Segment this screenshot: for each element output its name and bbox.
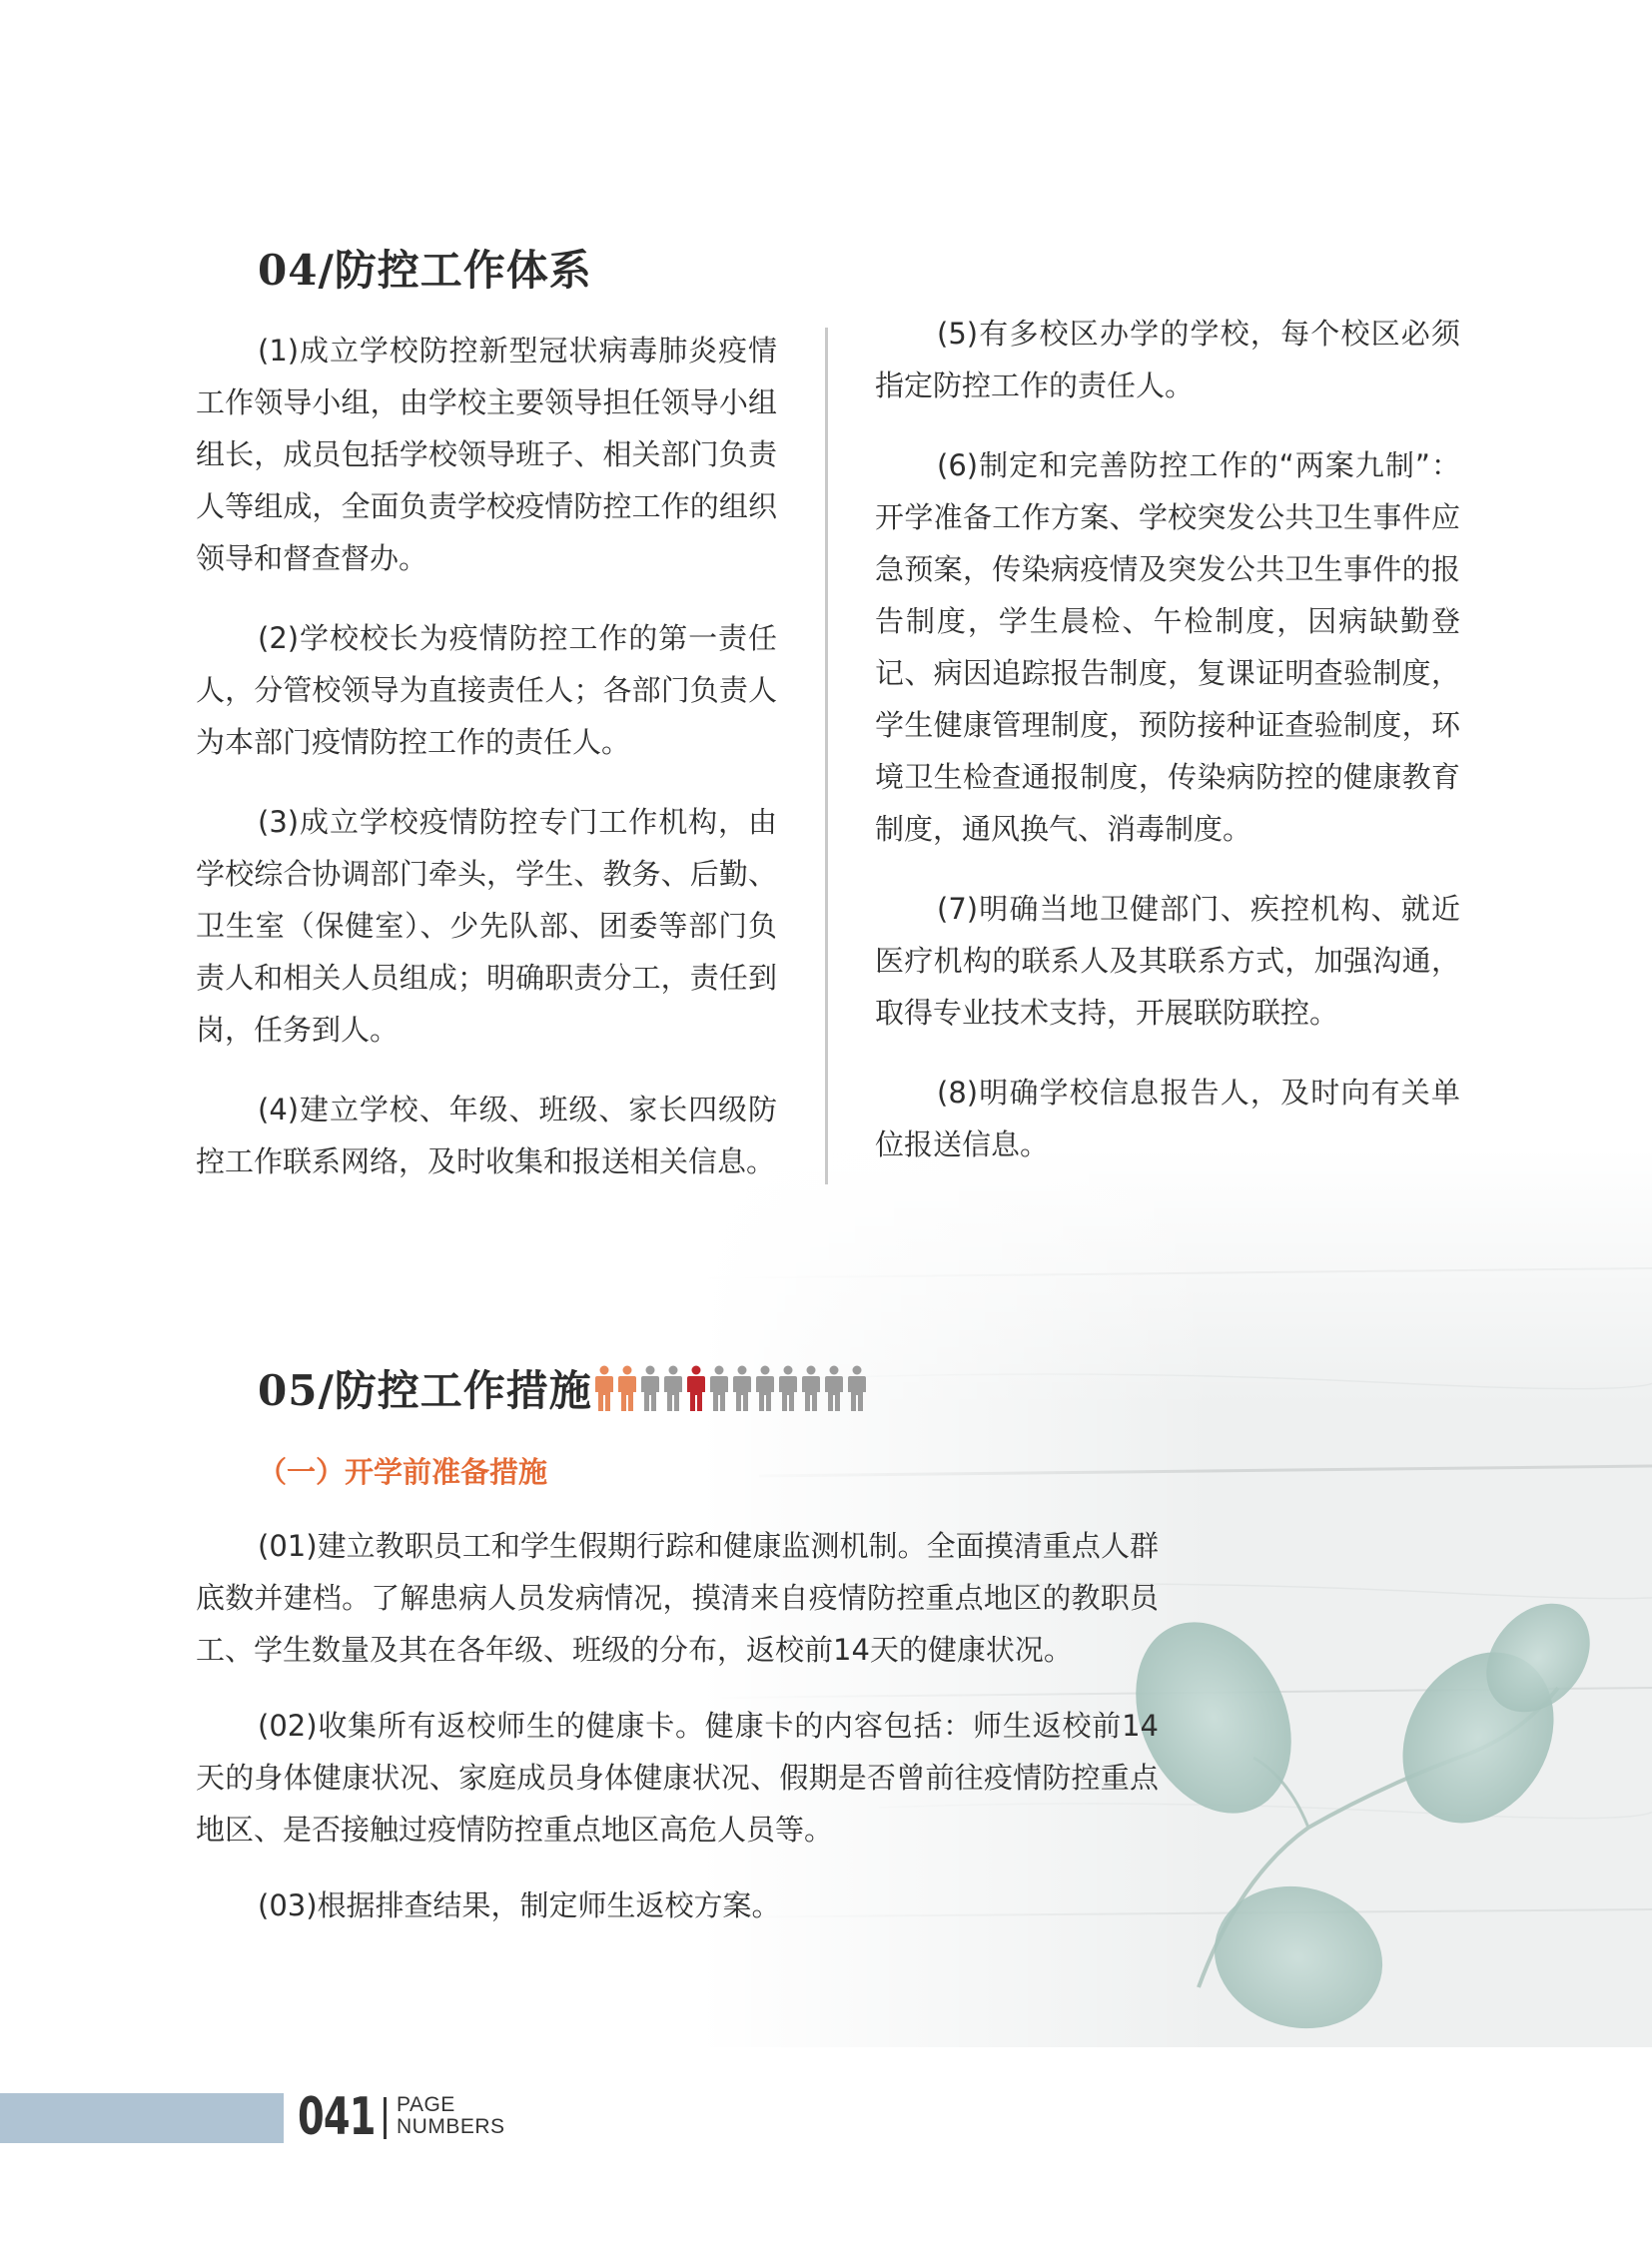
person-icon (755, 1365, 775, 1411)
person-icon (709, 1365, 729, 1411)
paragraph: (1)成立学校防控新型冠状病毒肺炎疫情工作领导小组，由学校主要领导担任领导小组组长，成员包括学校领导班子、相关部门负责人等组成，全面负责学校疫情防控工作的组织领导和督查督办。 (196, 334, 777, 575)
person-icon (847, 1365, 867, 1411)
paragraph: (6)制定和完善防控工作的“两案九制”：开学准备工作方案、学校突发公共卫生事件应急预案，传染病疫情及突发公共卫生事件的报告制度，学生晨检、午检制度，因病缺勤登记、病因追踪报告制度，复课证明查验制度，学生健康管理制度，预防接种证查验制度，环境卫生检查通报制度，传染病防控的健康教育制度，通风换气、消毒制度。 (875, 448, 1460, 846)
person-icon (824, 1365, 844, 1411)
section-04-title: 04/防控工作体系 (258, 246, 592, 295)
section-04-left-column (196, 325, 777, 1215)
person-icon (732, 1365, 752, 1411)
person-icon (801, 1365, 821, 1411)
paragraph: (4)建立学校、年级、班级、家长四级防控工作联系网络，及时收集和报送相关信息。 (196, 1093, 777, 1178)
page-number: 041 (298, 2087, 376, 2147)
person-icon (617, 1365, 637, 1411)
people-icon-row (594, 1365, 867, 1411)
paragraph: (01)建立教职员工和学生假期行踪和健康监测机制。全面摸清重点人群底数并建档。了解患病人员发病情况，摸清来自疫情防控重点地区的教职员工、学生数量及其在各年级、班级的分布，返校前14天的健康状况。 (196, 1529, 1159, 1667)
paragraph: (2)学校校长为疫情防控工作的第一责任人，分管校领导为直接责任人；各部门负责人为本部门疫情防控工作的责任人。 (196, 621, 777, 759)
paragraph: (8)明确学校信息报告人，及时向有关单位报送信息。 (875, 1076, 1460, 1161)
person-icon (640, 1365, 660, 1411)
paragraph: (02)收集所有返校师生的健康卡。健康卡的内容包括：师生返校前14天的身体健康状况、家庭成员身体健康状况、假期是否曾前往疫情防控重点地区、是否接触过疫情防控重点地区高危人员等。 (196, 1709, 1159, 1847)
paragraph: (03)根据排查结果，制定师生返校方案。 (258, 1888, 781, 1922)
section-05-header (258, 1358, 867, 1418)
paragraph: (5)有多校区办学的学校，每个校区必须指定防控工作的责任人。 (875, 317, 1460, 402)
section-05-title: 05/防控工作措施 (258, 1366, 592, 1415)
section-05-body (196, 1520, 1159, 1955)
person-icon (663, 1365, 683, 1411)
subsection-title: （一）开学前准备措施 (258, 1455, 548, 1489)
person-icon (686, 1365, 706, 1411)
paragraph: (3)成立学校疫情防控专门工作机构，由学校综合协调部门牵头，学生、教务、后勤、卫生室（保健室）、少先队部、团委等部门负责人和相关人员组成；明确职责分工，责任到岗，任务到人。 (196, 805, 777, 1047)
person-icon (778, 1365, 798, 1411)
person-icon (594, 1365, 614, 1411)
page-number-divider (384, 2097, 387, 2139)
paragraph: (7)明确当地卫健部门、疾控机构、就近医疗机构的联系人及其联系方式，加强沟通，取得专业技术支持，开展联防联控。 (875, 892, 1460, 1030)
footer-color-bar (0, 2093, 284, 2143)
column-divider (825, 328, 828, 1184)
page-numbers-label: PAGE NUMBERS (397, 2093, 505, 2138)
section-04-right-column (875, 308, 1460, 1198)
